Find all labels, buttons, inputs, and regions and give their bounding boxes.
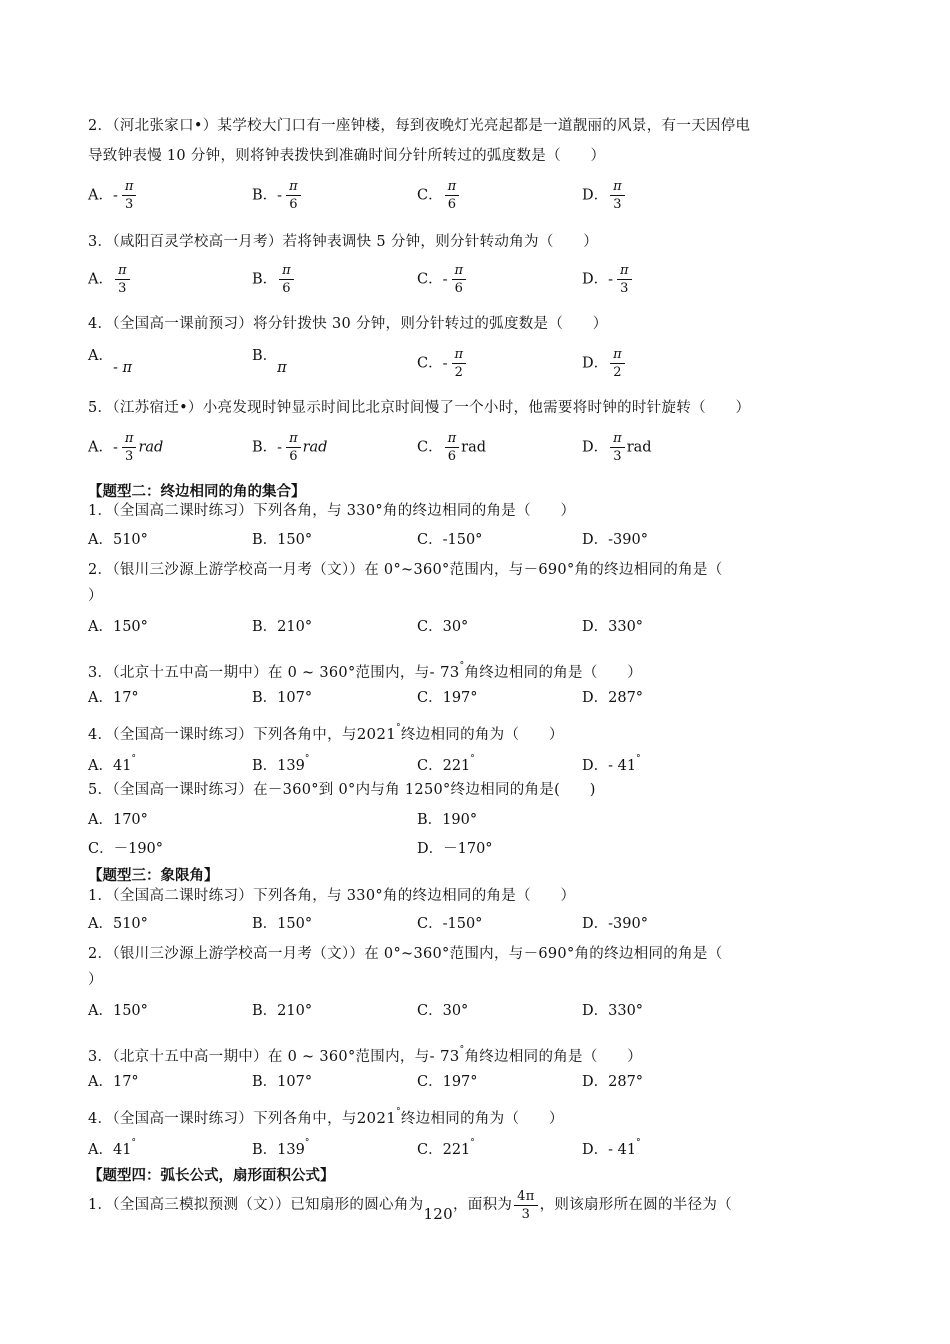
denominator: 3 (521, 1206, 531, 1222)
question-suffix: 角终边相同的角是（ ） (464, 665, 643, 681)
section-heading: 【题型二：终边相同的角的集合】 (88, 484, 306, 500)
numerator: π (122, 430, 137, 448)
option-value: D．330° (582, 619, 644, 635)
fraction (445, 430, 460, 465)
degree-mark: ° (131, 754, 136, 764)
option-d (582, 530, 648, 550)
question-suffix: ，则该扇形所在圆的半径为（ (539, 1197, 732, 1213)
option-b: B．190° (417, 812, 478, 828)
option-a (88, 262, 132, 297)
question-prefix: 4．（全国高一课时练习）下列各角中，与 (88, 727, 357, 743)
option-value: B．150° (252, 532, 313, 548)
fraction (122, 178, 137, 213)
option-value: C．197° (417, 690, 478, 706)
option-a (88, 617, 148, 637)
denominator: 6 (289, 449, 298, 464)
option-a: A．170° (88, 812, 148, 828)
option-value: C．30° (417, 1003, 469, 1019)
option-letter: A． (88, 348, 113, 364)
minus-sign: - (277, 439, 283, 456)
option-value: C．-150° (417, 532, 483, 548)
option-d (582, 1133, 641, 1160)
option-value: C．221 (417, 1142, 471, 1158)
fraction (452, 262, 467, 297)
option-d (582, 262, 634, 297)
option-letter: C． (417, 187, 443, 204)
option-value: A．17° (88, 690, 139, 706)
degree-mark: ° (396, 1107, 401, 1117)
option-letter: B． (252, 187, 278, 204)
fraction (610, 430, 625, 465)
numerator: π (122, 178, 137, 196)
option-value: A．150° (88, 1003, 148, 1019)
denominator: 3 (125, 197, 134, 212)
option-d (582, 430, 652, 465)
option-a (88, 1001, 148, 1021)
denominator: 6 (447, 197, 457, 212)
numerator: π (610, 430, 625, 448)
numerator: 4π (514, 1188, 537, 1206)
angle-value: - 73 (429, 1047, 460, 1065)
option-value: A．41 (88, 1142, 132, 1158)
fraction (286, 430, 301, 465)
option-letter: A． (88, 187, 113, 204)
option-d (582, 178, 627, 213)
numerator: π (452, 262, 467, 280)
minus-sign: - (442, 271, 448, 288)
degree-mark: ° (304, 1138, 310, 1148)
option-letter: B． (252, 271, 278, 288)
option-c (417, 530, 482, 550)
question-text: 2．（银川三沙源上游学校高一月考（文））在 0°~360°范围内，与－690°角的终边相同的角是（ (88, 946, 723, 962)
degree-mark: ° (470, 754, 475, 764)
section-heading: 【题型四：弧长公式，扇形面积公式】 (88, 1168, 335, 1184)
option-a (88, 530, 148, 550)
fraction (617, 262, 632, 297)
fraction (514, 1188, 537, 1223)
numerator: π (286, 430, 301, 448)
option-d (582, 688, 643, 708)
option-value: D．- 41 (582, 1142, 637, 1158)
question-text: 1．（全国高二课时练习）下列各角，与 330°角的终边相同的角是（ ） (88, 503, 576, 519)
option-value: B．139 (252, 758, 305, 774)
option-value: B．210° (252, 619, 313, 635)
option-letter: C． (417, 439, 443, 456)
minus-sign: - (608, 271, 614, 288)
question-text: 导致钟表慢 10 分钟，则将钟表拨快到准确时间分针所转过的弧度数是（ ） (88, 148, 606, 164)
fraction (115, 262, 130, 297)
unit: rad (302, 439, 328, 456)
minus-sign: - (112, 187, 118, 204)
angle-value: - 73 (429, 663, 460, 681)
fraction (610, 346, 625, 381)
option-letter: A． (88, 439, 113, 456)
denominator: 2 (454, 365, 463, 380)
option-letter: C． (417, 355, 443, 372)
option-b (252, 1001, 312, 1021)
denominator: 2 (613, 365, 622, 380)
option-letter: A． (88, 271, 113, 288)
fraction (610, 178, 625, 213)
option-d (582, 914, 648, 934)
option-value: D．287° (582, 690, 644, 706)
option-b (252, 688, 312, 708)
question-text: 2．（河北张家口•）某学校大门口有一座钟楼，每到夜晚灯光亮起都是一道靓丽的风景，有一天因停电 (88, 118, 751, 134)
numerator: π (452, 346, 467, 364)
option-a (88, 1133, 136, 1160)
option-value: D．-390° (582, 532, 648, 548)
option-c (417, 1072, 478, 1092)
option-letter: D． (582, 439, 609, 456)
option-letter: D． (582, 187, 609, 204)
denominator: 6 (289, 197, 298, 212)
option-c (417, 914, 482, 934)
option-value: A．510° (88, 532, 148, 548)
numerator: π (445, 430, 460, 448)
numerator: π (610, 178, 625, 196)
question-prefix: 3．（北京十五中高一期中）在 0 ~ 360°范围内，与 (88, 1049, 430, 1065)
option-value: B．107° (252, 1074, 313, 1090)
degree-mark: ° (131, 1138, 136, 1148)
denominator: 3 (118, 281, 127, 296)
option-value: C．221 (417, 758, 471, 774)
degree-mark: ° (636, 1138, 641, 1148)
fraction (122, 430, 137, 465)
option-c (417, 430, 486, 465)
option-c: C．－190° (88, 841, 164, 857)
option-value: B．210° (252, 1003, 313, 1019)
question-mid: ，面积为 (452, 1197, 513, 1213)
denominator: 6 (447, 449, 457, 464)
numerator: π (279, 262, 294, 280)
degree-mark: ° (304, 754, 310, 764)
question-text: 5．（江苏宿迁•）小亮发现时钟显示时间比北京时间慢了一个小时，他需要将时钟的时针旋转（ ） (88, 400, 751, 416)
denominator: 6 (454, 281, 463, 296)
option-b (252, 1072, 312, 1092)
option-d (582, 1001, 643, 1021)
option-d (582, 749, 641, 776)
option-a (88, 688, 139, 708)
option-a (88, 914, 148, 934)
question-text: ） (88, 972, 103, 988)
question-prefix: 1．（全国高三模拟预测（文））已知扇形的圆心角为 (88, 1197, 424, 1213)
option-d (582, 346, 627, 381)
question-suffix: 终边相同的角为（ ） (400, 727, 564, 743)
option-c (417, 1133, 475, 1160)
question-text: 2．（银川三沙源上游学校高一月考（文））在 0°~360°范围内，与－690°角的终边相同的角是（ (88, 562, 723, 578)
question-text (88, 1040, 642, 1067)
option-value: C．-150° (417, 916, 483, 932)
numerator: π (115, 262, 130, 280)
degree-mark: ° (396, 723, 401, 733)
option-b (252, 1133, 309, 1160)
question-text (88, 718, 564, 745)
option-letter: C． (417, 271, 443, 288)
question-text: 1．（全国高二课时练习）下列各角，与 330°角的终边相同的角是（ ） (88, 888, 576, 904)
section-heading: 【题型三：象限角】 (88, 868, 219, 884)
degree-mark: ° (636, 754, 641, 764)
denominator: 3 (620, 281, 629, 296)
question-text: 5．（全国高一课时练习）在－360°到 0°内与角 1250°终边相同的角是( ) (88, 782, 596, 798)
option-b (252, 914, 312, 934)
question-text (88, 1102, 564, 1129)
option-a (88, 430, 163, 465)
option-letter: D． (582, 271, 609, 288)
option-c (417, 688, 478, 708)
degree-mark: ° (459, 661, 465, 671)
angle-value: 2021 (356, 1109, 397, 1127)
numerator: π (445, 178, 460, 196)
option-c (417, 749, 475, 776)
question-prefix: 4．（全国高一课时练习）下列各角中，与 (88, 1111, 357, 1127)
minus-sign: - (442, 355, 448, 372)
option-a (88, 749, 136, 776)
option-d (582, 617, 643, 637)
denominator: 3 (613, 197, 622, 212)
question-text: 4．（全国高一课前预习）将分针拨快 30 分钟，则分针转过的弧度数是（ ） (88, 316, 608, 332)
option-value: C．30° (417, 619, 469, 635)
option-value: D．330° (582, 1003, 644, 1019)
option-a (88, 178, 138, 213)
option-value: - π (112, 360, 133, 376)
unit: rad (626, 439, 652, 456)
option-b (252, 530, 312, 550)
minus-sign: - (112, 439, 118, 456)
question-suffix: 终边相同的角为（ ） (400, 1111, 564, 1127)
angle-value: 2021 (356, 725, 397, 743)
option-b (252, 262, 296, 297)
angle-value: 120 (423, 1205, 453, 1223)
fraction (286, 178, 301, 213)
option-b (252, 178, 303, 213)
fraction (279, 262, 294, 297)
option-b (252, 617, 312, 637)
option-c (417, 617, 468, 637)
option-value: B．150° (252, 916, 313, 932)
option-c (417, 262, 468, 297)
minus-sign: - (277, 187, 283, 204)
fraction (445, 178, 460, 213)
option-value: B．107° (252, 690, 313, 706)
numerator: π (286, 178, 301, 196)
option-c (417, 1001, 468, 1021)
numerator: π (617, 262, 632, 280)
option-a (88, 1072, 139, 1092)
option-c (417, 346, 468, 381)
denominator: 3 (613, 449, 622, 464)
option-value: A．510° (88, 916, 148, 932)
option-d (582, 1072, 643, 1092)
option-a (88, 346, 132, 378)
degree-mark: ° (470, 1138, 475, 1148)
option-value: C．197° (417, 1074, 478, 1090)
question-prefix: 3．（北京十五中高一期中）在 0 ~ 360°范围内，与 (88, 665, 430, 681)
option-value: D．287° (582, 1074, 644, 1090)
option-value: A．41 (88, 758, 132, 774)
option-b (252, 346, 287, 378)
denominator: 6 (282, 281, 291, 296)
unit: rad (138, 439, 164, 456)
denominator: 3 (125, 449, 134, 464)
question-text (88, 656, 642, 683)
option-c (417, 178, 461, 213)
option-letter: B． (252, 439, 278, 456)
option-letter: D． (582, 355, 609, 372)
option-value: π (277, 360, 287, 376)
degree-mark: ° (459, 1045, 465, 1055)
option-value: D．- 41 (582, 758, 637, 774)
question-text: 3．（咸阳百灵学校高一月考）若将钟表调快 5 分钟，则分针转动角为（ ） (88, 234, 599, 250)
option-letter: B． (252, 348, 278, 364)
option-value: A．17° (88, 1074, 139, 1090)
fraction (452, 346, 467, 381)
option-b (252, 749, 309, 776)
option-value: A．150° (88, 619, 148, 635)
unit: rad (461, 439, 487, 456)
question-text (88, 1184, 732, 1235)
option-value: B．139 (252, 1142, 305, 1158)
option-value: D．-390° (582, 916, 648, 932)
option-d: D．－170° (417, 841, 493, 857)
question-suffix: 角终边相同的角是（ ） (464, 1049, 643, 1065)
numerator: π (610, 346, 625, 364)
question-text: ） (88, 588, 103, 604)
option-b (252, 430, 327, 465)
